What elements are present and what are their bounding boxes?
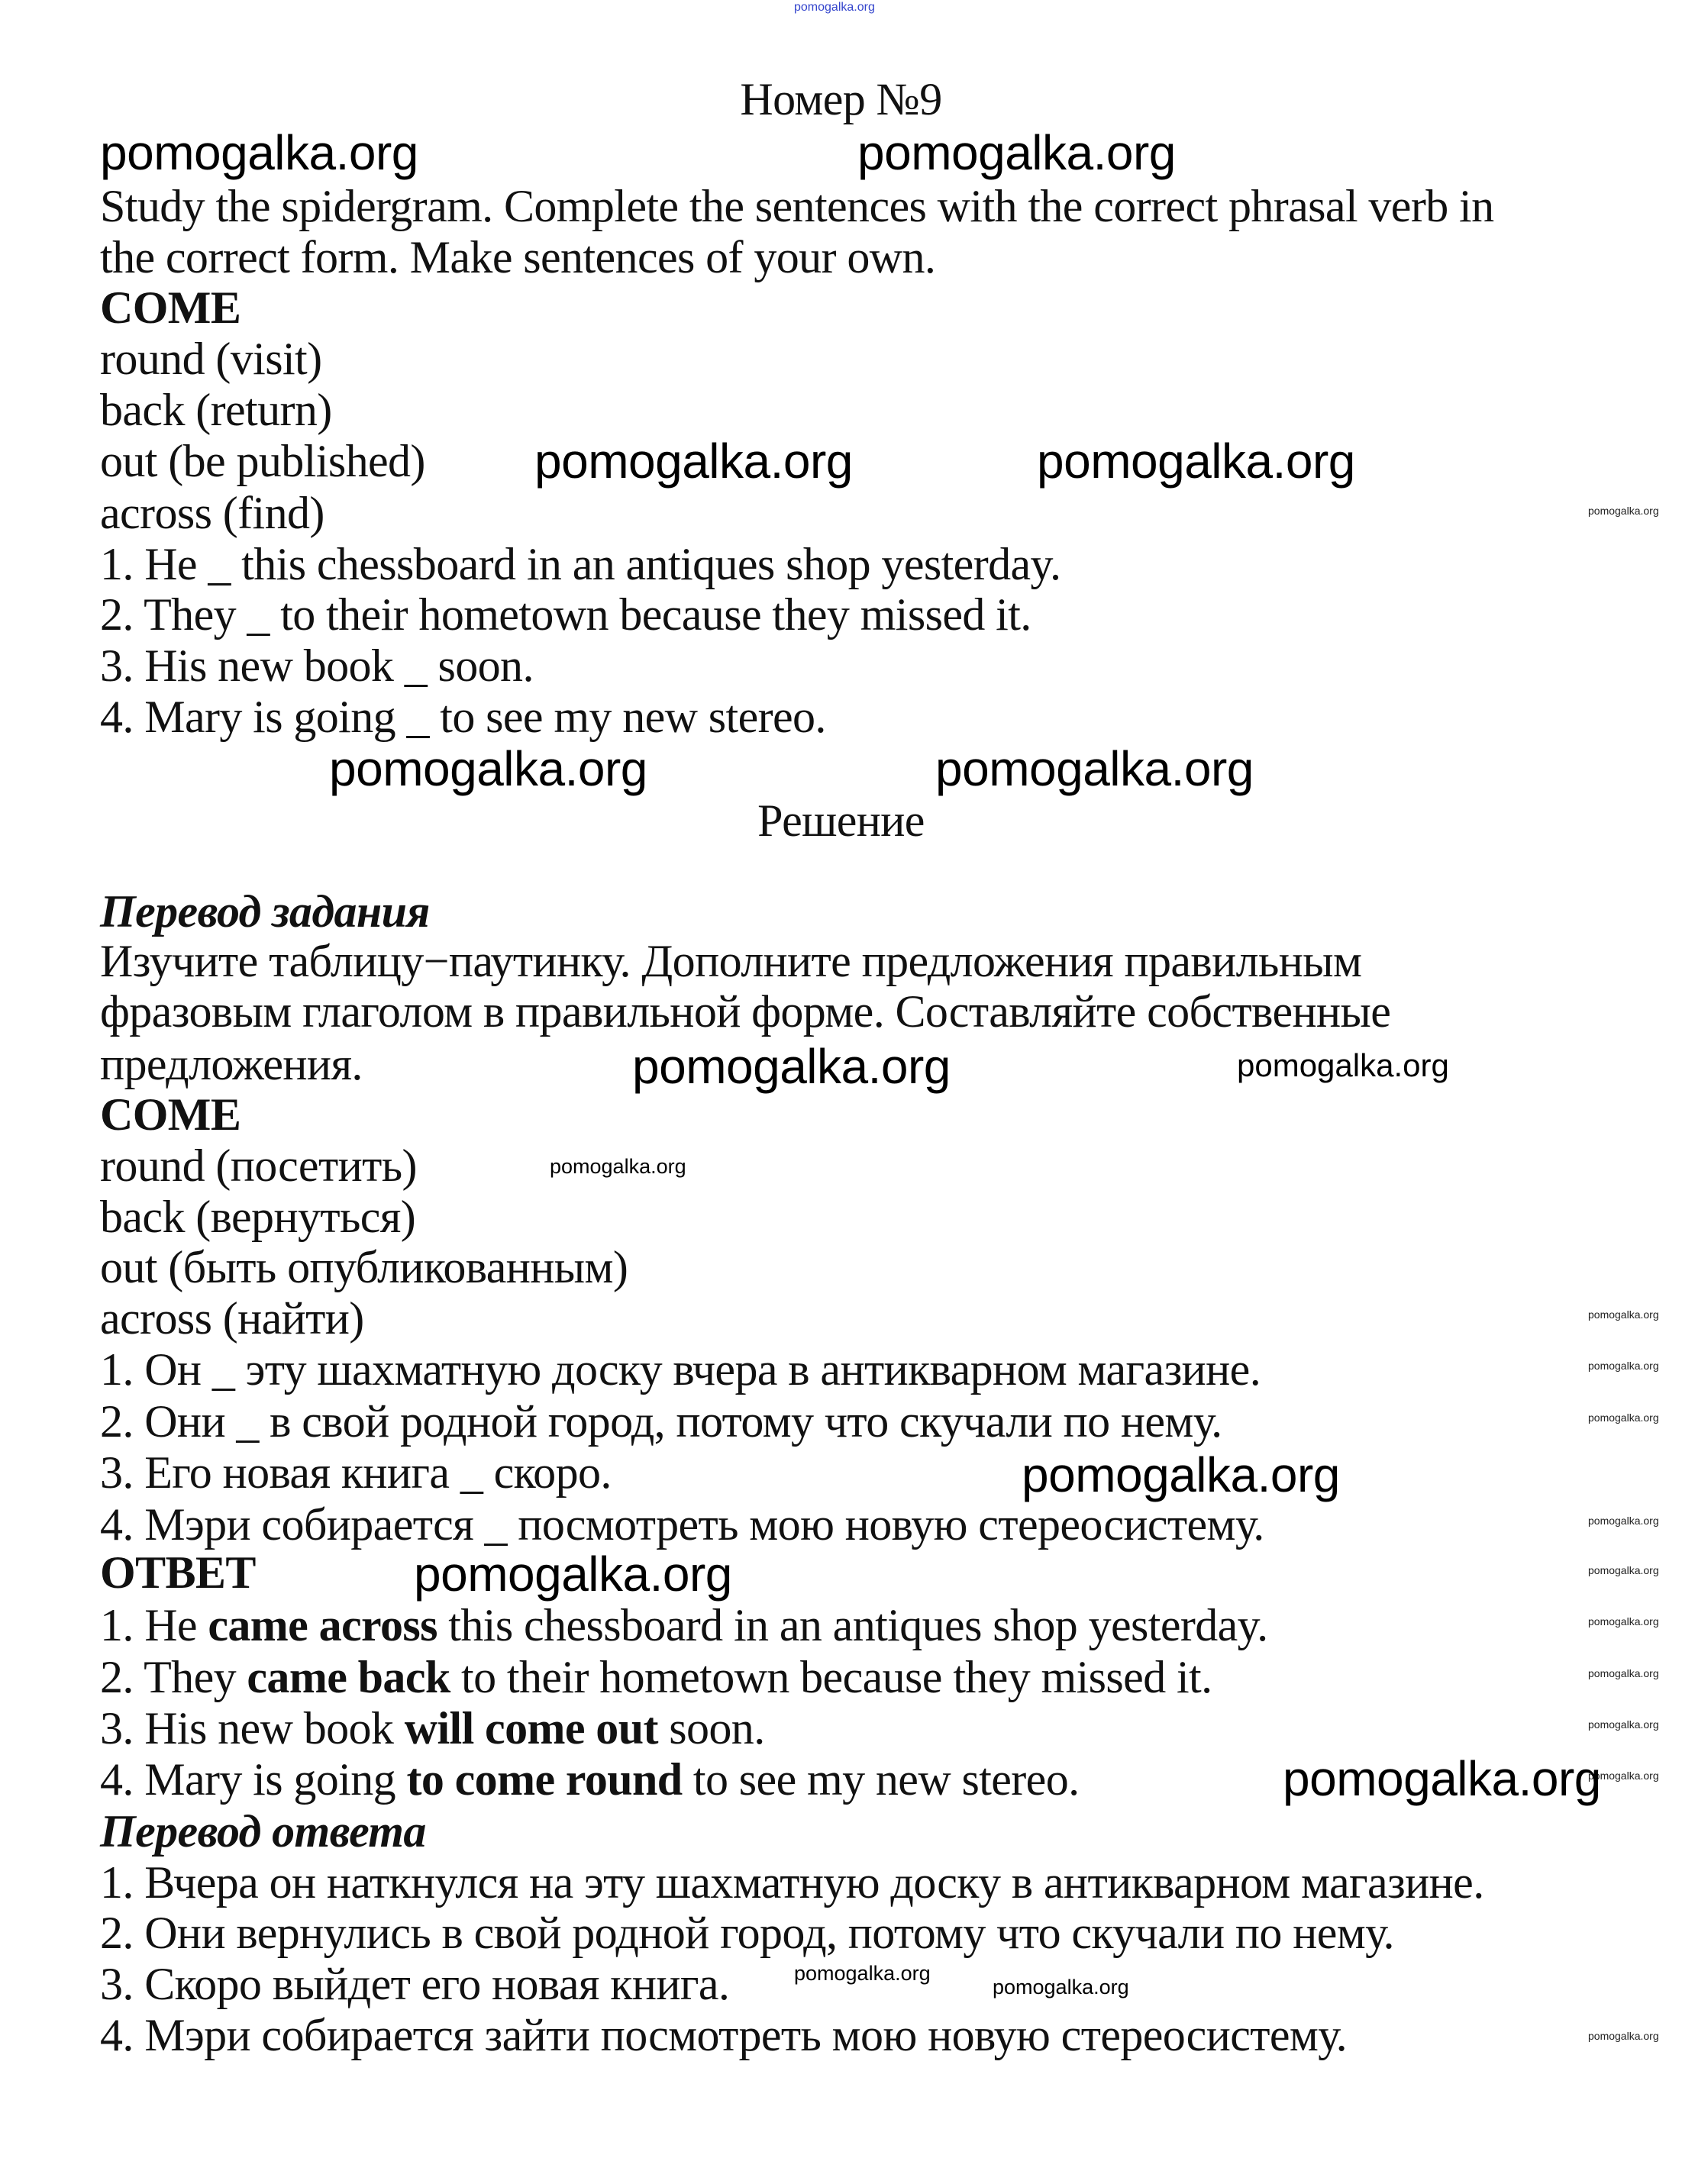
sentence: 4. Мэри собирается _ посмотреть мою новую стереосистему. bbox=[100, 1499, 1264, 1550]
sentence: 2. Они _ в свой родной город, потому что скучали по нему. bbox=[100, 1396, 1222, 1447]
translation-text: Изучите таблицу−паутинку. Дополните предложения правильным bbox=[100, 936, 1362, 986]
watermark: pomogalka.org bbox=[550, 1155, 686, 1178]
watermark: pomogalka.org bbox=[1037, 434, 1355, 489]
sentence: 1. Он _ эту шахматную доску вчера в антикварном магазине. bbox=[100, 1344, 1261, 1395]
answer-item bbox=[100, 1602, 1268, 1648]
watermark: pomogalka.org bbox=[794, 1, 875, 14]
task-heading: COME bbox=[100, 282, 241, 333]
watermark: pomogalka.org bbox=[935, 741, 1254, 796]
answer-translation-line: 1. Вчера он наткнулся на эту шахматную доску в антикварном магазине. bbox=[100, 1857, 1484, 1908]
sentence: 3. His new book _ soon. bbox=[100, 640, 534, 691]
watermark: pomogalka.org bbox=[534, 434, 853, 489]
watermark: pomogalka.org bbox=[1588, 1667, 1659, 1679]
watermark: pomogalka.org bbox=[1588, 1615, 1659, 1628]
translation-come: COME bbox=[100, 1089, 241, 1140]
task-text: the correct form. Make sentences of your own. bbox=[100, 232, 936, 282]
answer-verb: to come round bbox=[406, 1754, 683, 1805]
watermark: pomogalka.org bbox=[1022, 1447, 1340, 1502]
watermark: pomogalka.org bbox=[1588, 1308, 1659, 1321]
sentence: 1. He _ this chessboard in an antiques shop yesterday. bbox=[100, 539, 1061, 589]
watermark: pomogalka.org bbox=[1283, 1751, 1601, 1806]
watermark: pomogalka.org bbox=[100, 125, 418, 180]
watermark: pomogalka.org bbox=[1588, 1718, 1659, 1731]
answer-translation-line: 3. Скоро выйдет его новая книга. bbox=[100, 1959, 730, 2009]
answer-text: 1. He bbox=[100, 1600, 208, 1650]
word-item: out (be published) bbox=[100, 436, 425, 486]
answer-text: 3. His new book bbox=[100, 1703, 405, 1753]
sentence: 2. They _ to their hometown because they missed it. bbox=[100, 589, 1031, 640]
answer-translation-line: 4. Мэри собирается зайти посмотреть мою новую стереосистему. bbox=[100, 2010, 1348, 2060]
translation-text: фразовым глаголом в правильной форме. Составляйте собственные bbox=[100, 986, 1391, 1037]
watermark: pomogalka.org bbox=[857, 125, 1176, 180]
watermark: pomogalka.org bbox=[794, 1962, 931, 1985]
watermark: pomogalka.org bbox=[414, 1547, 732, 1602]
watermark: pomogalka.org bbox=[1588, 1769, 1659, 1782]
answer-item bbox=[100, 1654, 1212, 1700]
watermark: pomogalka.org bbox=[1588, 2030, 1659, 2042]
watermark: pomogalka.org bbox=[993, 1976, 1129, 1999]
word-item: out (быть опубликованным) bbox=[100, 1242, 628, 1292]
answer-item bbox=[100, 1754, 1080, 1805]
translation-text: предложения. bbox=[100, 1039, 363, 1089]
word-item: across (find) bbox=[100, 488, 324, 538]
watermark: pomogalka.org bbox=[1588, 1515, 1659, 1527]
watermark: pomogalka.org bbox=[1588, 1564, 1659, 1576]
answer-item bbox=[100, 1705, 765, 1751]
answer-text: this chessboard in an antiques shop yesterday. bbox=[437, 1600, 1268, 1650]
answer-verb: will come out bbox=[404, 1703, 658, 1753]
watermark: pomogalka.org bbox=[1588, 1411, 1659, 1424]
answer-translation-line: 2. Они вернулись в свой родной город, потому что скучали по нему. bbox=[100, 1908, 1394, 1958]
watermark: pomogalka.org bbox=[1588, 505, 1659, 517]
answer-verb: came across bbox=[208, 1600, 437, 1650]
answer-text: to their hometown because they missed it. bbox=[450, 1652, 1212, 1702]
watermark: pomogalka.org bbox=[1588, 1360, 1659, 1372]
page-title: Номер №9 bbox=[740, 74, 942, 124]
watermark: pomogalka.org bbox=[1237, 1047, 1449, 1083]
watermark: pomogalka.org bbox=[329, 741, 647, 796]
answer-heading: ОТВЕТ bbox=[100, 1547, 256, 1598]
answer-translation-heading: Перевод ответа bbox=[100, 1806, 426, 1857]
answer-text: 2. They bbox=[100, 1652, 247, 1702]
answer-verb: came back bbox=[247, 1652, 450, 1702]
translation-heading: Перевод задания bbox=[100, 886, 430, 937]
word-item: back (вернуться) bbox=[100, 1192, 416, 1242]
answer-text: soon. bbox=[657, 1703, 765, 1753]
watermark: pomogalka.org bbox=[632, 1039, 951, 1094]
sentence: 3. Его новая книга _ скоро. bbox=[100, 1447, 612, 1498]
answer-text: to see my new stereo. bbox=[682, 1754, 1080, 1805]
word-item: round (visit) bbox=[100, 334, 322, 384]
word-item: across (найти) bbox=[100, 1293, 364, 1344]
word-item: round (посетить) bbox=[100, 1140, 417, 1191]
sentence: 4. Mary is going _ to see my new stereo. bbox=[100, 692, 826, 742]
answer-text: 4. Mary is going bbox=[100, 1754, 407, 1805]
word-item: back (return) bbox=[100, 385, 332, 435]
solution-label: Решение bbox=[757, 795, 925, 846]
task-text: Study the spidergram. Complete the sentences with the correct phrasal verb in bbox=[100, 181, 1494, 231]
